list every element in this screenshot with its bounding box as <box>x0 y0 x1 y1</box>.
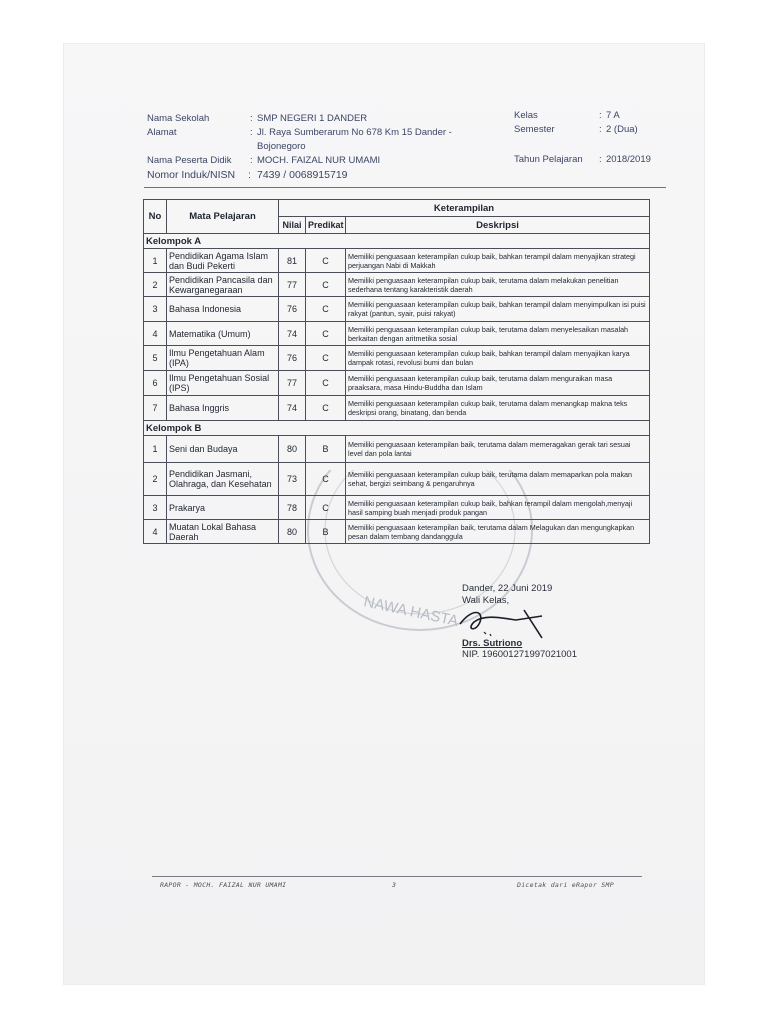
row-description: Memiliki penguasaan keterampilan cukup baik, bahkan terampil dalam mengolah,menyaji hasil samping buah menjadi produk pangan <box>346 496 650 520</box>
col-no-header: No <box>144 200 167 234</box>
row-description: Memiliki penguasaan keterampilan baik, terutama dalam memeragakan gerak tari sesuai level dan pola lantai <box>346 436 650 463</box>
place-date: Dander, 22 Juni 2019 <box>462 583 553 594</box>
semester-label: Semester <box>514 124 555 135</box>
col-predicate-header: Predikat <box>306 217 346 234</box>
footer-right-text: Dicetak dari eRapor SMP <box>517 881 614 889</box>
group-a-label: Kelompok A <box>144 234 650 249</box>
school-label: Nama Sekolah <box>147 113 210 124</box>
colon: : <box>599 110 602 121</box>
footer-divider <box>152 876 642 877</box>
row-predicate: C <box>306 297 346 322</box>
row-subject: Ilmu Pengetahuan Sosial (IPS) <box>167 371 279 396</box>
colon: : <box>250 155 253 166</box>
col-description-header: Deskripsi <box>346 217 650 234</box>
table-row <box>144 249 650 273</box>
row-score: 81 <box>279 249 306 273</box>
row-no: 6 <box>144 371 167 396</box>
nisn-label: Nomor Induk/NISN <box>147 169 236 181</box>
group-b-label: Kelompok B <box>144 421 650 436</box>
footer-page-number: 3 <box>392 881 397 889</box>
class-label: Kelas <box>514 110 538 121</box>
row-score: 73 <box>279 463 306 496</box>
table-row <box>144 520 650 544</box>
row-score: 77 <box>279 371 306 396</box>
row-description: Memiliki penguasaan keterampilan cukup baik, terutama dalam melakukan penelitian sederhana tentang karakteristik daerah <box>346 273 650 297</box>
row-score: 74 <box>279 396 306 421</box>
col-subject-header: Mata Pelajaran <box>167 200 279 234</box>
row-predicate: C <box>306 273 346 297</box>
row-description: Memiliki penguasaan keterampilan cukup baik, terutama dalam menangkap makna teks deskripsi orang, binatang, dan benda <box>346 396 650 421</box>
row-score: 74 <box>279 322 306 346</box>
table-row <box>144 371 650 396</box>
class-value: 7 A <box>606 110 620 121</box>
row-no: 1 <box>144 436 167 463</box>
row-no: 2 <box>144 463 167 496</box>
year-label: Tahun Pelajaran <box>514 154 583 165</box>
year-value: 2018/2019 <box>606 154 651 165</box>
row-description: Memiliki penguasaan keterampilan cukup baik, bahkan terampil dalam menyajikan karya dampak rotasi, revolusi bumi dan bulan <box>346 346 650 371</box>
row-subject: Seni dan Budaya <box>167 436 279 463</box>
colon: : <box>599 124 602 135</box>
row-predicate: C <box>306 463 346 496</box>
table-row <box>144 297 650 322</box>
row-predicate: C <box>306 346 346 371</box>
colon: : <box>248 169 251 181</box>
homeroom-teacher-nip: NIP. 196001271997021001 <box>462 649 577 660</box>
footer-left-text: RAPOR - MOCH. FAIZAL NUR UMAMI <box>160 881 287 889</box>
student-label: Nama Peserta Didik <box>147 155 232 166</box>
row-no: 3 <box>144 297 167 322</box>
table-row <box>144 463 650 496</box>
row-description: Memiliki penguasaan keterampilan cukup baik, bahkan terampil dalam menyimpulkan isi puisi rakyat (pantun, syair, puisi rakyat) <box>346 297 650 322</box>
row-description: Memiliki penguasaan keterampilan cukup baik, terutama dalam memaparkan pola makan sehat, bergizi seimbang & pengaruhnya <box>346 463 650 496</box>
row-description: Memiliki penguasaan keterampilan baik, terutama dalam Melagukan dan mengungkapkan pesan dalam tembang dandanggula <box>346 520 650 544</box>
row-no: 7 <box>144 396 167 421</box>
table-row <box>144 273 650 297</box>
header-divider <box>144 187 666 188</box>
address-label: Alamat <box>147 127 177 138</box>
address-value-line1: Jl. Raya Sumberarum No 678 Km 15 Dander - <box>257 127 452 138</box>
semester-value: 2 (Dua) <box>606 124 638 135</box>
table-row <box>144 436 650 463</box>
colon: : <box>250 127 253 138</box>
homeroom-role: Wali Kelas, <box>462 595 510 606</box>
stamp-text: NAWA HASTA <box>362 593 460 630</box>
signature-block <box>462 583 577 660</box>
row-no: 5 <box>144 346 167 371</box>
row-no: 3 <box>144 496 167 520</box>
colon: : <box>599 154 602 165</box>
row-predicate: C <box>306 249 346 273</box>
row-score: 78 <box>279 496 306 520</box>
row-score: 80 <box>279 436 306 463</box>
row-subject: Ilmu Pengetahuan Alam (IPA) <box>167 346 279 371</box>
row-no: 2 <box>144 273 167 297</box>
colon: : <box>250 113 253 124</box>
student-value: MOCH. FAIZAL NUR UMAMI <box>257 155 381 166</box>
nisn-value: 7439 / 0068915719 <box>257 169 348 181</box>
address-value-line2: Bojonegoro <box>257 141 306 152</box>
row-score: 77 <box>279 273 306 297</box>
row-description: Memiliki penguasaan keterampilan cukup baik, terutama dalam menguraikan masa praaksara, masa Hindu-Buddha dan Islam <box>346 371 650 396</box>
skills-grade-table <box>143 199 650 544</box>
row-subject: Prakarya <box>167 496 279 520</box>
homeroom-teacher-name: Drs. Sutriono <box>462 638 523 649</box>
col-score-header: Nilai <box>279 217 306 234</box>
row-subject: Muatan Lokal Bahasa Daerah <box>167 520 279 544</box>
row-score: 76 <box>279 297 306 322</box>
row-no: 1 <box>144 249 167 273</box>
table-row <box>144 346 650 371</box>
row-predicate: C <box>306 496 346 520</box>
table-row <box>144 322 650 346</box>
row-predicate: B <box>306 520 346 544</box>
table-row <box>144 396 650 421</box>
col-skills-header: Keterampilan <box>279 200 650 217</box>
row-description: Memiliki penguasaan keterampilan cukup baik, bahkan terampil dalam menyajikan strategi perjuangan Nabi di Makkah <box>346 249 650 273</box>
row-no: 4 <box>144 520 167 544</box>
row-predicate: B <box>306 436 346 463</box>
handwritten-signature <box>454 602 550 640</box>
row-subject: Pendidikan Jasmani, Olahraga, dan Kesehatan <box>167 463 279 496</box>
row-predicate: C <box>306 396 346 421</box>
row-predicate: C <box>306 371 346 396</box>
school-value: SMP NEGERI 1 DANDER <box>257 113 368 124</box>
row-score: 76 <box>279 346 306 371</box>
row-subject: Pendidikan Pancasila dan Kewarganegaraan <box>167 273 279 297</box>
row-no: 4 <box>144 322 167 346</box>
row-subject: Pendidikan Agama Islam dan Budi Pekerti <box>167 249 279 273</box>
table-row <box>144 496 650 520</box>
row-subject: Bahasa Inggris <box>167 396 279 421</box>
row-score: 80 <box>279 520 306 544</box>
row-predicate: C <box>306 322 346 346</box>
row-subject: Matematika (Umum) <box>167 322 279 346</box>
row-subject: Bahasa Indonesia <box>167 297 279 322</box>
row-description: Memiliki penguasaan keterampilan cukup baik, terutama dalam menyelesaikan masalah berkaitan dengan aritmetika sosial <box>346 322 650 346</box>
